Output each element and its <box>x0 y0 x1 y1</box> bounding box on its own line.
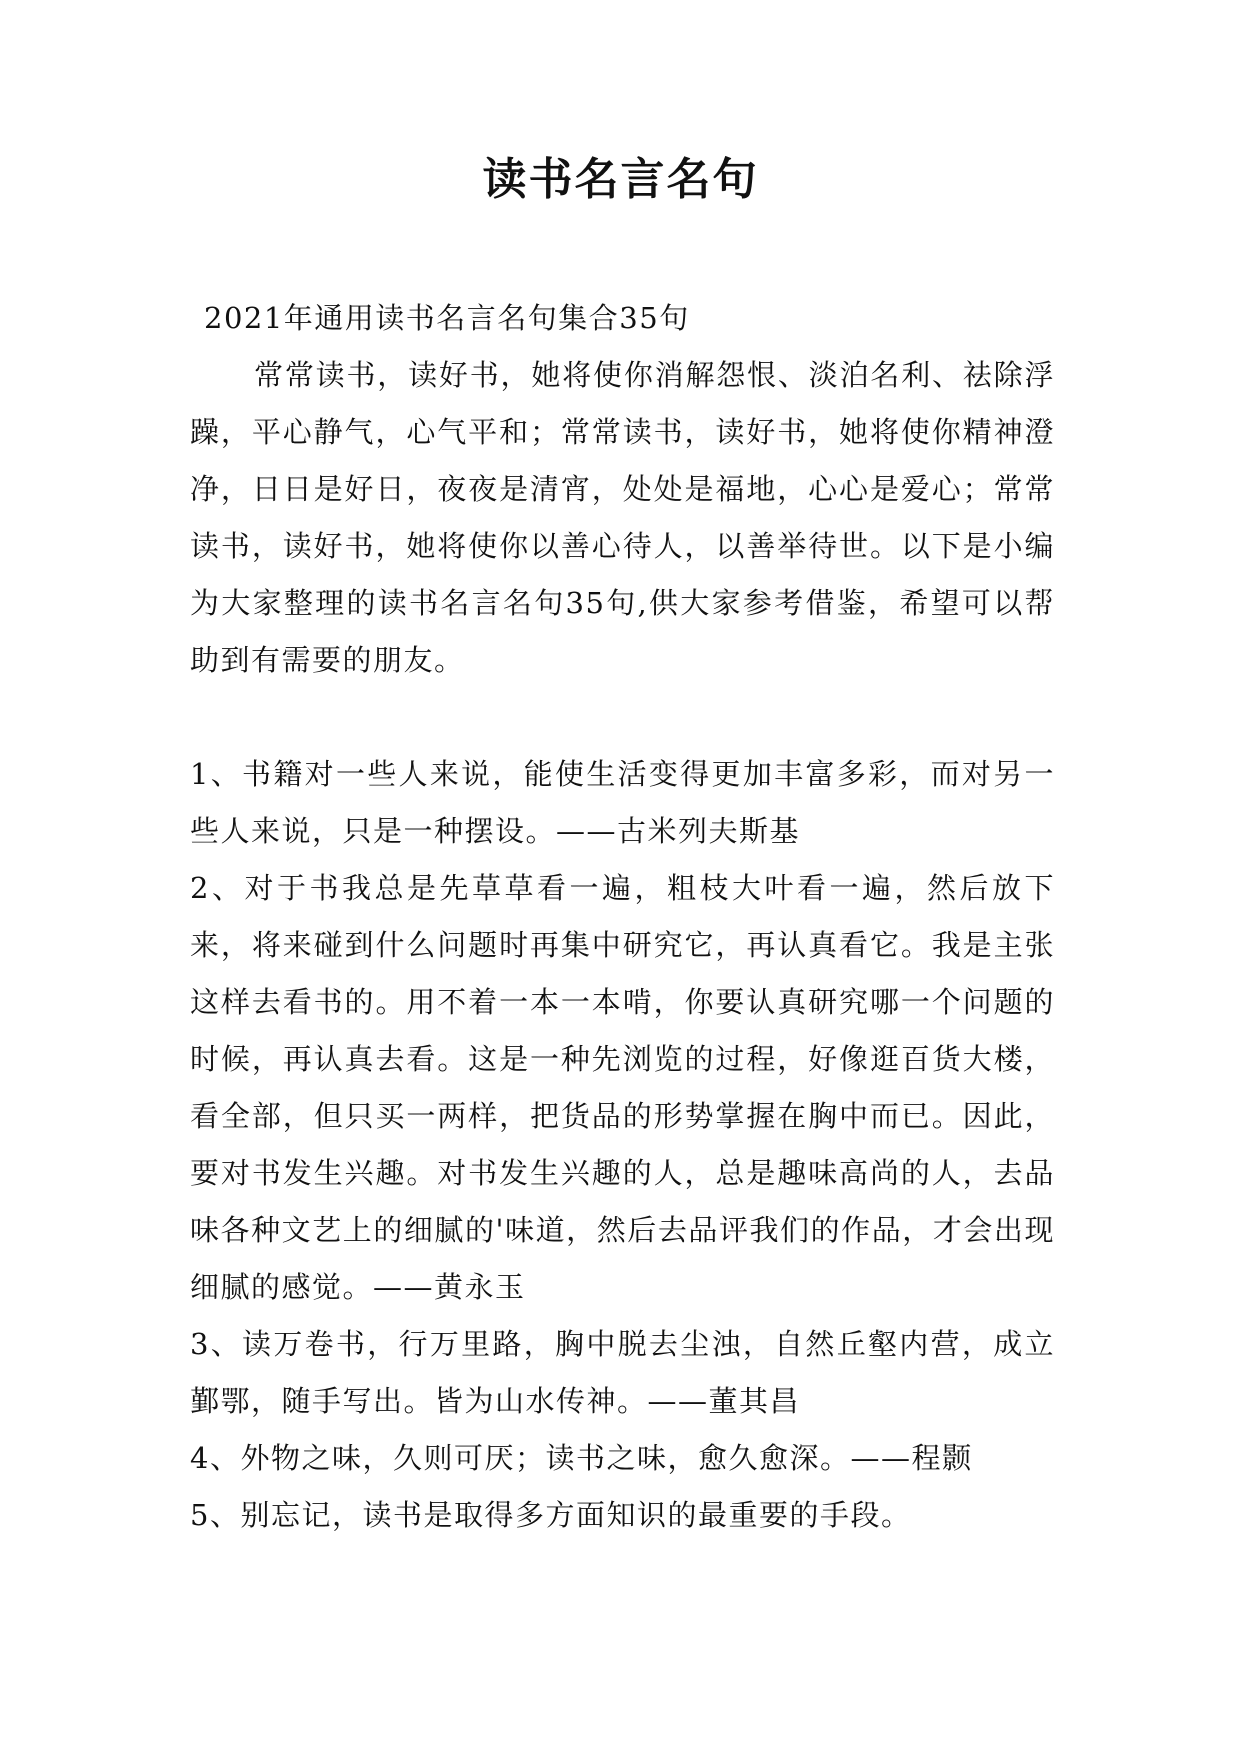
quote-item: 5、别忘记，读书是取得多方面知识的最重要的手段。 <box>190 1498 912 1532</box>
subtitle: 2021年通用读书名言名句集合35句 <box>204 301 690 335</box>
quote-item: 4、外物之味，久则可厌；读书之味，愈久愈深。——程颢 <box>190 1441 973 1475</box>
intro-paragraph: 常常读书，读好书，她将使你消解怨恨、淡泊名利、祛除浮躁，平心静气，心气平和；常常读书，读好书，她将使你精神澄净，日日是好日，夜夜是清宵，处处是福地，心心是爱心；常常读书，读好书，她将使你以善心待人，以善举待世。以下是小编为大家整理的读书名言名句35句,供大家参考借鉴，希望可以帮助到有需要的朋友。 <box>190 358 1055 677</box>
quote-item: 3、读万卷书，行万里路，胸中脱去尘浊，自然丘壑内营，成立鄞鄂，随手写出。皆为山水传神。——董其昌 <box>190 1327 1055 1418</box>
document-body <box>190 290 1055 1544</box>
quote-item: 2、对于书我总是先草草看一遍，粗枝大叶看一遍，然后放下来，将来碰到什么问题时再集中研究它，再认真看它。我是主张这样去看书的。用不着一本一本啃，你要认真研究哪一个问题的时候，再认真去看。这是一种先浏览的过程，好像逛百货大楼，看全部，但只买一两样，把货品的形势掌握在胸中而已。因此，要对书发生兴趣。对书发生兴趣的人，总是趣味高尚的人，去品味各种文艺上的细腻的'味道，然后去品评我们的作品，才会出现细腻的感觉。——黄永玉 <box>190 871 1055 1304</box>
quote-item: 1、书籍对一些人来说，能使生活变得更加丰富多彩，而对另一些人来说，只是一种摆设。——古米列夫斯基 <box>190 757 1055 848</box>
paragraph-spacer <box>190 689 1055 746</box>
page-title: 读书名言名句 <box>482 154 759 205</box>
